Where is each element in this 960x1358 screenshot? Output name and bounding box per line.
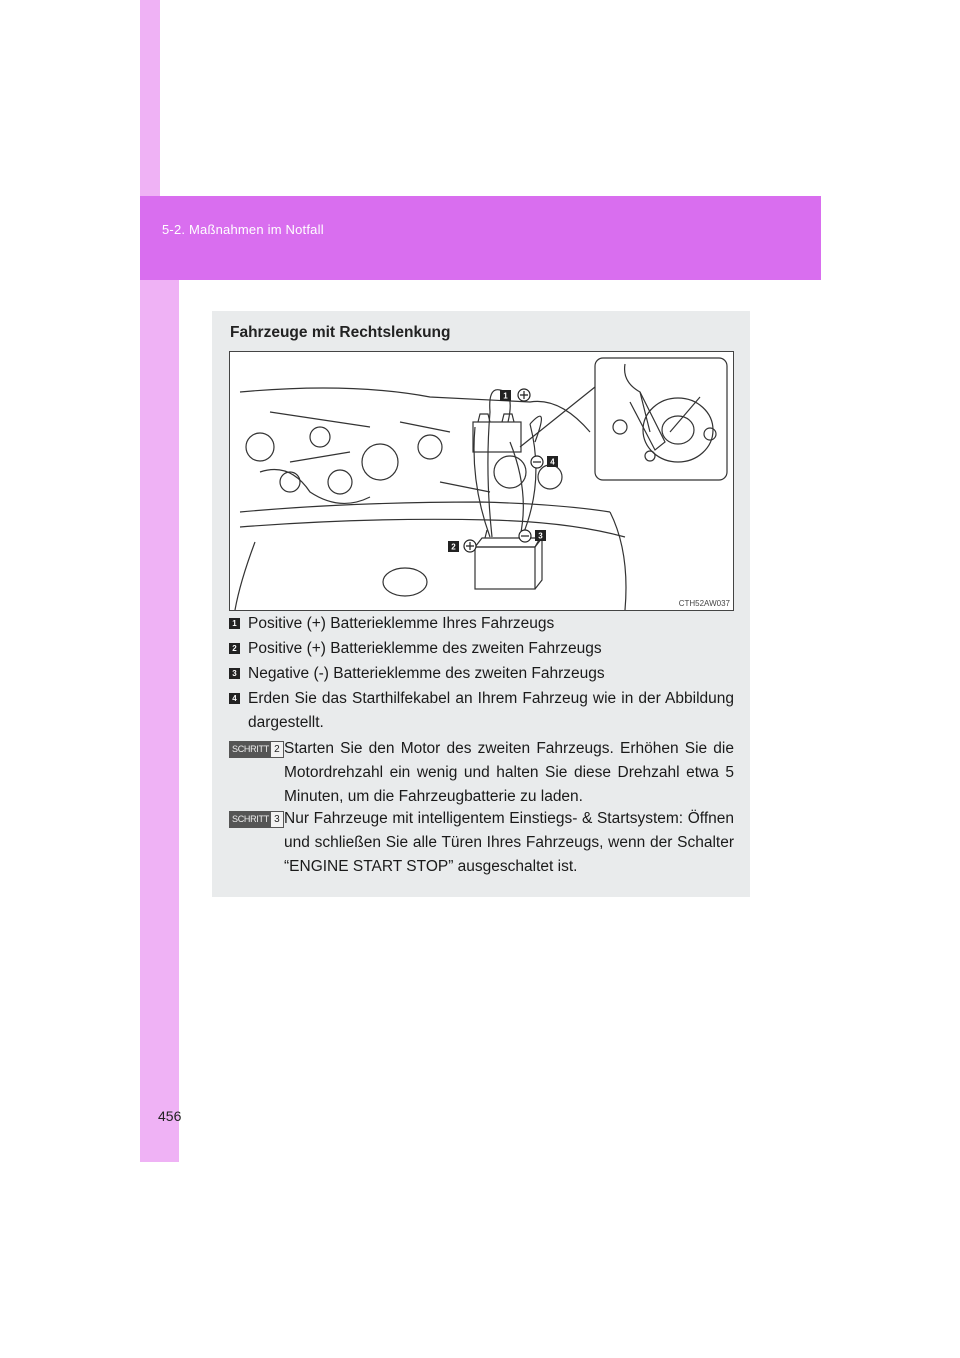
callout-1 bbox=[500, 389, 530, 401]
svg-text:2: 2 bbox=[451, 542, 456, 552]
legend-item bbox=[229, 637, 734, 661]
legend-text: Positive (+) Batterieklemme des zweiten Fahrzeugs bbox=[248, 640, 602, 657]
legend-text: Erden Sie das Starthilfekabel an Ihrem Fahrzeug wie in der Abbildung dargestellt. bbox=[248, 690, 734, 731]
number-box: 2 bbox=[229, 643, 240, 654]
legend-text: Positive (+) Batterieklemme Ihres Fahrzeugs bbox=[248, 615, 555, 632]
left-margin-band bbox=[140, 280, 182, 1162]
section-header-band bbox=[140, 196, 821, 280]
legend-item bbox=[229, 662, 734, 686]
number-box: 1 bbox=[229, 618, 240, 629]
step-number: 3 bbox=[271, 812, 283, 827]
callout-3 bbox=[519, 530, 546, 542]
svg-text:3: 3 bbox=[538, 531, 543, 541]
figure-code: CTH52AW037 bbox=[678, 599, 730, 608]
step-text: Starten Sie den Motor des zweiten Fahrzeugs. Erhöhen Sie die Motordrehzahl ein wenig und halten Sie diese Drehzahl etwa 5 Minuten, um die Fahrzeugbatterie zu laden. bbox=[284, 740, 734, 805]
callout-2 bbox=[448, 540, 476, 552]
step-item bbox=[229, 737, 734, 809]
legend-item bbox=[229, 612, 734, 636]
jump-start-illustration bbox=[229, 351, 734, 611]
panel-title: Fahrzeuge mit Rechtslenkung bbox=[230, 324, 451, 341]
step-number: 2 bbox=[271, 742, 283, 757]
number-box: 4 bbox=[229, 693, 240, 704]
section-title: 5-2. Maßnahmen im Notfall bbox=[162, 222, 324, 237]
step-badge bbox=[229, 741, 284, 758]
legend-item bbox=[229, 687, 734, 735]
page-number: 456 bbox=[158, 1108, 182, 1124]
step-label: SCHRITT bbox=[230, 742, 271, 757]
number-box: 3 bbox=[229, 668, 240, 679]
svg-text:1: 1 bbox=[503, 391, 508, 401]
step-text: Nur Fahrzeuge mit intelligentem Einstiegs- & Startsystem: Öffnen und schließen Sie alle Türen Ihres Fahrzeugs, wenn der Schalter “ENGINE START STOP” ausgeschaltet ist. bbox=[284, 810, 734, 875]
step-label: SCHRITT bbox=[230, 812, 271, 827]
step-badge bbox=[229, 811, 284, 828]
legend-text: Negative (-) Batterieklemme des zweiten Fahrzeugs bbox=[248, 665, 605, 682]
svg-text:4: 4 bbox=[550, 457, 555, 467]
step-item bbox=[229, 807, 734, 879]
